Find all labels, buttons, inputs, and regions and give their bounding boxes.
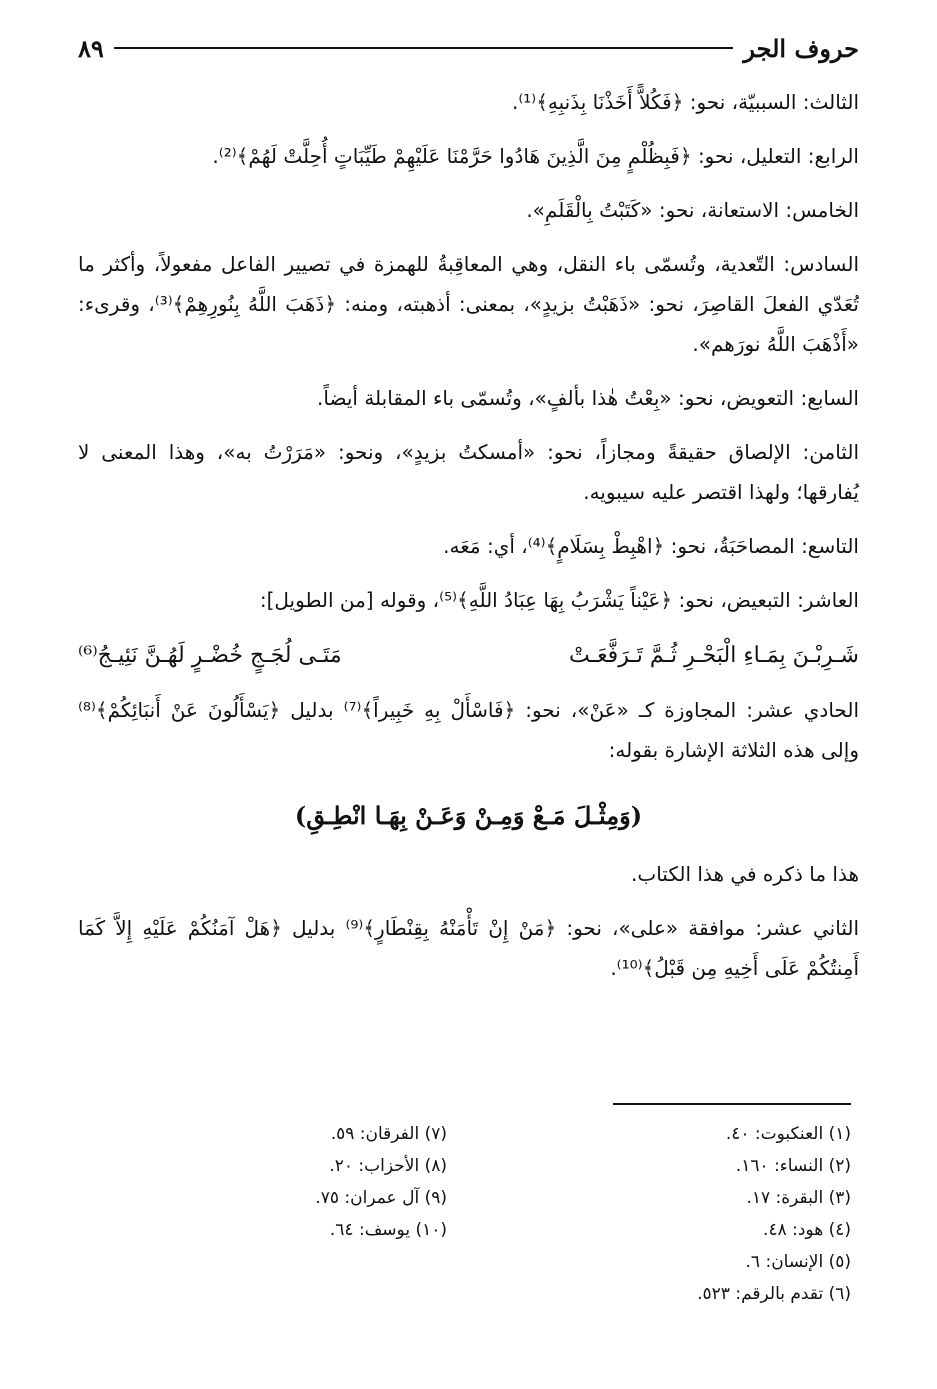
paragraph-fifth-meaning: الخامس: الاستعانة، نحو: «كَتَبْتُ بِالْقَلَمِ». xyxy=(526,198,859,222)
verse-second-hemistich: مَتَـى لُجَـجٍ خُضْـرٍ لَهُـنَّ نَئِيـجُ⁽⁶⁾ xyxy=(78,643,342,668)
paragraph-ninth-meaning: التاسع: المصاحَبَةُ، نحو: ﴿اهْبِطْ بِسَلَامٍ﴾⁽⁴⁾، أي: مَعَه. xyxy=(443,534,859,558)
paragraph-tenth-meaning: العاشر: التبعيض، نحو: ﴿عَيْناً يَشْرَبُ بِهَا عِبَادُ اللَّهِ﴾⁽⁵⁾، وقوله [من الطويل]: xyxy=(259,588,859,612)
paragraph-sixth-meaning: السادس: التّعدية، وتُسمّى باء النقل، وهي المعاقِبةُ للهمزة في تصيير الفاعل مفعولاً، وأكثر ما تُعَدّي الفعلَ القاصِرَ، نحو: «ذَهَبْتُ بزيدٍ»، بمعنى: أذهبته، ومنه: ﴿ذَهَبَ اللَّهُ بِنُورِهِمْ﴾⁽³⁾، وقرىء: «أَذْهَبَ اللَّهُ نورَهم». xyxy=(78,252,859,356)
paragraph-eighth-meaning: الثامن: الإلصاق حقيقةً ومجازاً، نحو: «أمسكتُ بزيدٍ»، ونحو: «مَرَرْتُ به»، وهذا المعنى لا يُفارقها؛ ولهذا اقتصر عليه سيبويه. xyxy=(78,440,859,504)
paragraph-twelfth-meaning: الثاني عشر: موافقة «على»، نحو: ﴿مَنْ إِنْ تَأْمَنْهُ بِقِنْطَارٍ﴾⁽⁹⁾ بدليل ﴿هَلْ آمَنُكُمْ عَلَيْهِ إِلاَّ كَمَا أَمِنتُكُمْ عَلَى أَخِيهِ مِن قَبْلُ﴾⁽¹⁰⁾. xyxy=(78,916,859,980)
header-rule xyxy=(114,47,734,49)
footnotes-column-left xyxy=(187,1118,447,1246)
verse-first-hemistich: شَـرِبْـنَ بِمَـاءِ الْبَحْـرِ ثُـمَّ تَـرَفَّعَـتْ xyxy=(569,643,859,668)
running-header xyxy=(78,30,859,66)
footnote-4: (٤) هود: ٤٨. xyxy=(763,1220,851,1240)
footnote-rule xyxy=(613,1103,851,1105)
main-text xyxy=(78,70,859,1002)
centered-verse: (وَمِثْـلَ مَـعْ وَمِـنْ وَعَـنْ بِهَـا انْطِـقِ) xyxy=(294,801,643,830)
paragraph-fourth-meaning: الرابع: التعليل، نحو: ﴿فَبِظُلْمٍ مِنَ الَّذِينَ هَادُوا حَرَّمْنَا عَلَيْهِمْ طَيِّبَاتٍ أُحِلَّتْ لَهُمْ﴾⁽²⁾. xyxy=(212,144,859,168)
footnote-10: (١٠) يوسف: ٦٤. xyxy=(329,1220,447,1240)
footnote-1: (١) العنكبوت: ٤٠. xyxy=(725,1124,851,1144)
footnote-9: (٩) آل عمران: ٧٥. xyxy=(315,1188,447,1208)
paragraph-seventh-meaning: السابع: التعويض، نحو: «بِعْتُ هٰذا بألفٍ»، وتُسمّى باء المقابلة أيضاً. xyxy=(317,386,859,410)
paragraph-eleventh-meaning: الحادي عشر: المجاوزة كـ «عَنْ»، نحو: ﴿فَاسْأَلْ بِهِ خَبِيراً﴾⁽⁷⁾ بدليل ﴿يَسْأَلُونَ عَنْ أَنبَائِكُمْ﴾⁽⁸⁾ وإلى هذه الثلاثة الإشارة بقوله: xyxy=(78,698,859,762)
footnote-2: (٢) النساء: ١٦٠. xyxy=(735,1156,851,1176)
chapter-title: حروف الجر xyxy=(743,33,859,63)
footnote-7: (٧) الفرقان: ٥٩. xyxy=(330,1124,447,1144)
footnote-6: (٦) تقدم بالرقم: ٥٢٣. xyxy=(697,1284,851,1304)
poetry-verse xyxy=(78,634,859,678)
footnote-5: (٥) الإنسان: ٦. xyxy=(745,1252,851,1272)
paragraph-book-note: هذا ما ذكره في هذا الكتاب. xyxy=(631,862,859,886)
footnote-3: (٣) البقرة: ١٧. xyxy=(746,1188,851,1208)
page-number: ٨٩ xyxy=(78,33,104,63)
footnotes-column-right xyxy=(470,1118,851,1310)
paragraph-third-meaning: الثالث: السببيّة، نحو: ﴿فَكُلاًّ أَخَذْنَا بِذَنبِهِ﴾⁽¹⁾. xyxy=(511,90,859,114)
footnote-8: (٨) الأحزاب: ٢٠. xyxy=(329,1156,447,1176)
